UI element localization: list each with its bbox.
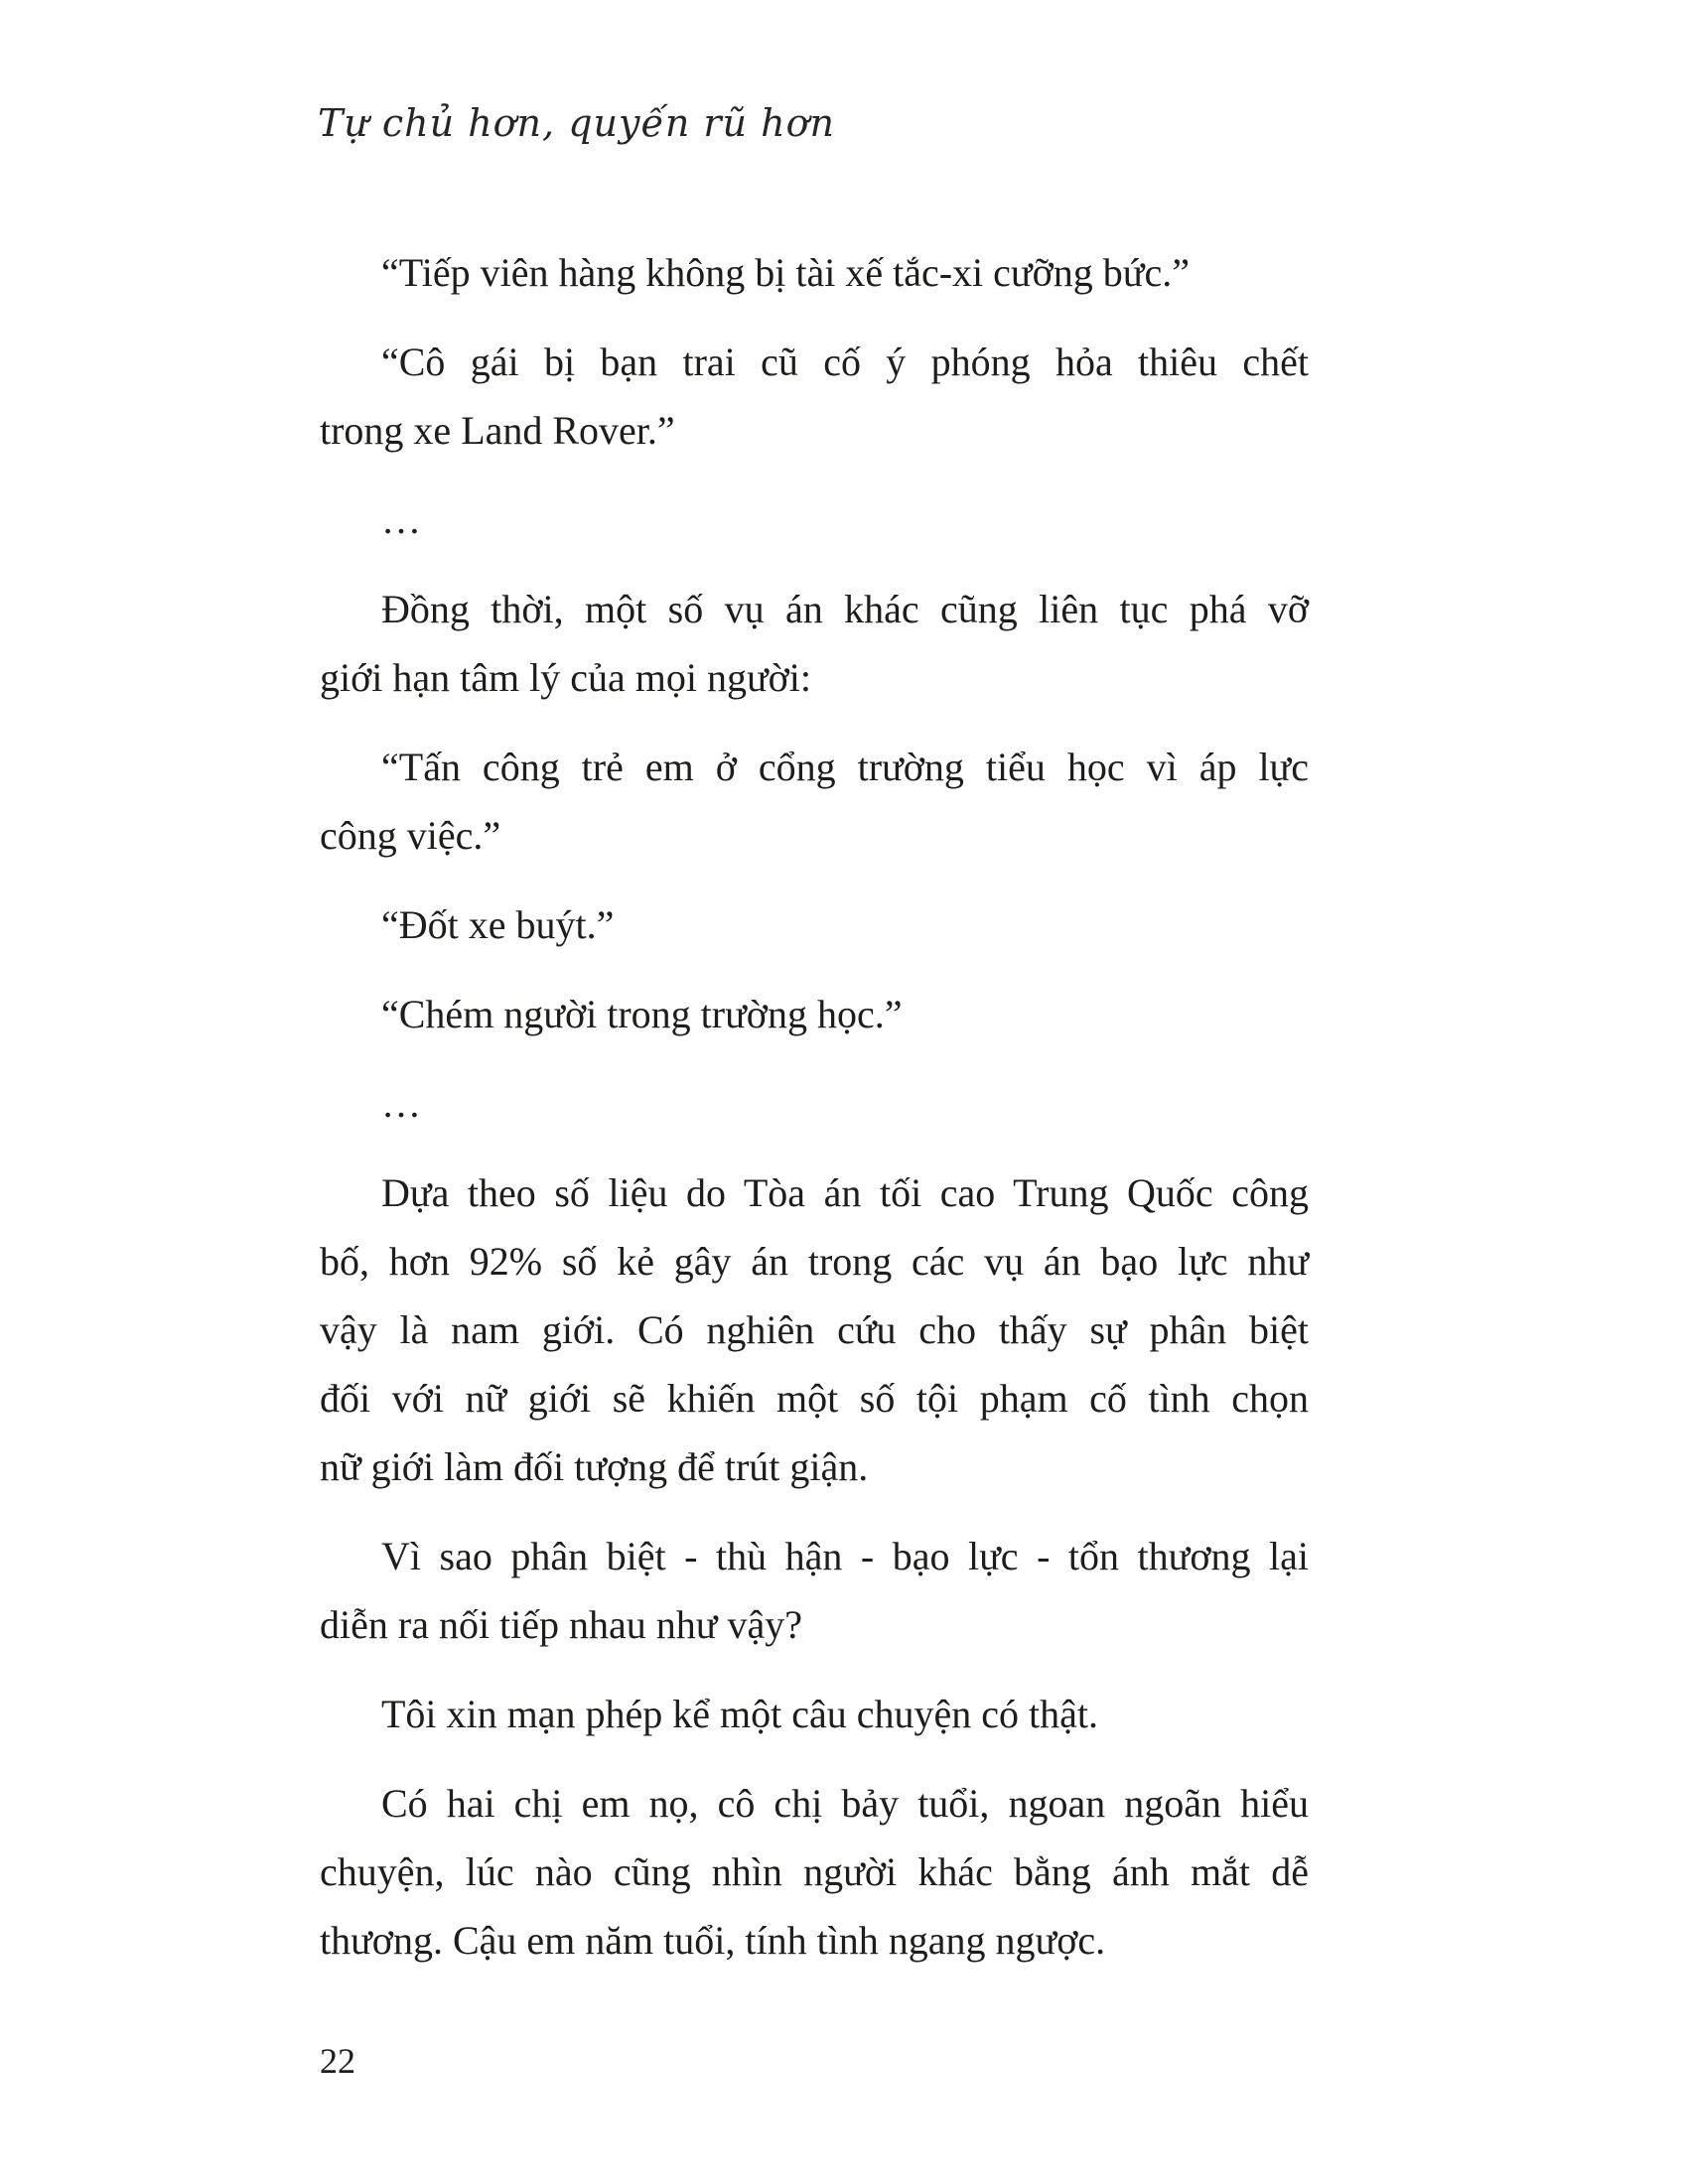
page-body (320, 238, 1309, 1995)
paragraph (320, 1159, 1309, 1501)
text-line: vậy là nam giới. Có nghiên cứu cho thấy sự phân biệt (320, 1307, 1309, 1352)
text-line: “Tiếp viên hàng không bị tài xế tắc-xi cưỡng bức.” (381, 250, 1190, 295)
text-line: thương. Cậu em năm tuổi, tính tình ngang ngược. (320, 1918, 1106, 1963)
text-line: “Cô gái bị bạn trai cũ cố ý phóng hỏa thiêu chết (381, 340, 1309, 384)
text-line: Vì sao phân biệt - thù hận - bạo lực - tổn thương lại (381, 1534, 1309, 1578)
ellipsis-paragraph (320, 1069, 1309, 1138)
text-line: … (381, 1081, 425, 1126)
paragraph (320, 238, 1309, 307)
text-line: công việc.” (320, 813, 501, 858)
text-line: “Tấn công trẻ em ở cổng trường tiểu học vì áp lực (381, 745, 1309, 789)
text-line: chuyện, lúc nào cũng nhìn người khác bằng ánh mắt dễ (320, 1849, 1309, 1894)
paragraph (320, 890, 1309, 959)
text-line: đối với nữ giới sẽ khiến một số tội phạm cố tình chọn (320, 1376, 1309, 1421)
text-line: bố, hơn 92% số kẻ gây án trong các vụ án bạo lực như (320, 1239, 1309, 1284)
paragraph (320, 980, 1309, 1048)
paragraph (320, 1522, 1309, 1659)
text-line: trong xe Land Rover.” (320, 408, 675, 453)
text-line: nữ giới làm đối tượng để trút giận. (320, 1444, 869, 1489)
text-line: giới hạn tâm lý của mọi người: (320, 655, 812, 700)
ellipsis-paragraph (320, 485, 1309, 554)
text-line: Tôi xin mạn phép kể một câu chuyện có thật. (381, 1692, 1099, 1736)
paragraph (320, 328, 1309, 465)
paragraph (320, 1680, 1309, 1748)
text-line: “Đốt xe buýt.” (381, 902, 615, 947)
page-number: 22 (320, 2041, 355, 2081)
text-line: Có hai chị em nọ, cô chị bảy tuổi, ngoan ngoãn hiểu (381, 1781, 1309, 1826)
text-line: diễn ra nối tiếp nhau như vậy? (320, 1602, 802, 1647)
text-line: Đồng thời, một số vụ án khác cũng liên tục phá vỡ (381, 587, 1309, 631)
paragraph (320, 1769, 1309, 1975)
text-line: … (381, 497, 425, 542)
paragraph (320, 575, 1309, 712)
text-line: “Chém người trong trường học.” (381, 992, 903, 1036)
running-head: Tự chủ hơn, quyến rũ hơn (318, 101, 835, 145)
paragraph (320, 733, 1309, 870)
text-line: Dựa theo số liệu do Tòa án tối cao Trung Quốc công (381, 1170, 1309, 1215)
